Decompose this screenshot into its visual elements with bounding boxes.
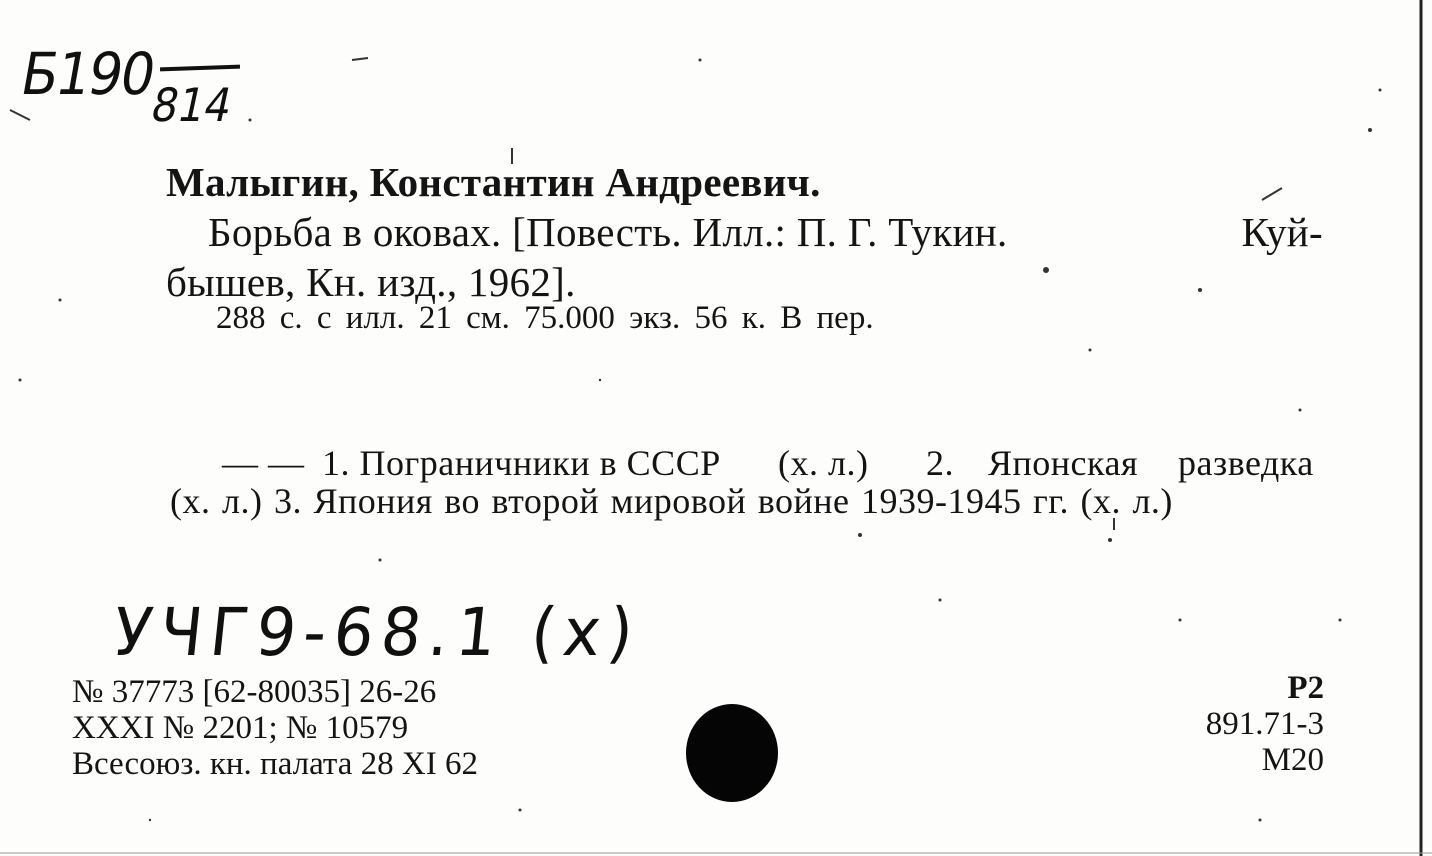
class-mark-1: Р2	[1287, 670, 1324, 706]
subject-line-2: (х. л.) 3. Япония во второй мировой войне 1939-1945 гг. (х. л.)	[170, 481, 1173, 521]
footer-record-number: № 37773 [62-80035] 26-26	[72, 674, 437, 710]
subject-2-word-1: Японская	[988, 443, 1139, 483]
class-mark-3: М20	[1261, 742, 1324, 778]
title-line-1	[208, 208, 1323, 256]
place-hyphenated: Куй-	[1241, 209, 1323, 255]
subject-1-note: (х. л.)	[778, 443, 869, 483]
class-mark-2: 891.71-3	[1205, 706, 1324, 742]
shelfmark-sub: 814	[146, 78, 238, 132]
author-heading: Малыгин, Константин Андреевич.	[166, 159, 821, 205]
shelfmark-main: Б190	[16, 40, 160, 108]
footer-chamber: Всесоюз. кн. палата 28 XI 62	[72, 746, 478, 782]
subject-dash: — —	[222, 443, 305, 483]
footer-series-number: XXXI № 2201; № 10579	[72, 710, 409, 746]
call-number: УЧГ9-68.1 (х)	[109, 594, 645, 671]
subject-1: 1. Пограничники в СССР	[322, 443, 721, 483]
punch-hole	[686, 704, 778, 802]
subject-2-word-2: разведка	[1178, 443, 1314, 483]
title-line-2: бышев, Кн. изд., 1962].	[166, 259, 576, 305]
title-text: Борьба в оковах. [Повесть. Илл.: П. Г. Тукин.	[208, 209, 1008, 255]
collation: 288 с. с илл. 21 см. 75.000 экз. 56 к. В пер.	[216, 300, 874, 336]
subject-2-number: 2.	[926, 443, 954, 483]
